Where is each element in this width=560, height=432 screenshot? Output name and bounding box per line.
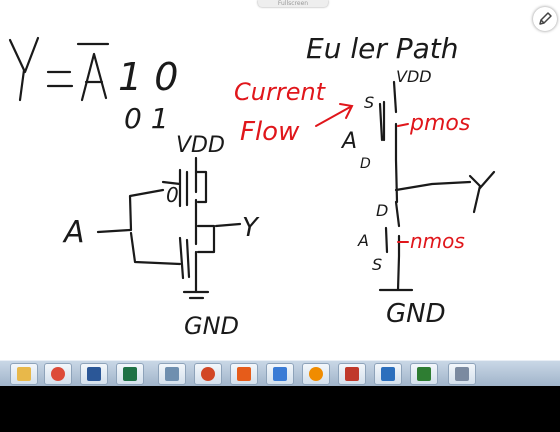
right-drain-top: D [360, 156, 371, 172]
left-input-wire [98, 230, 130, 232]
file-explorer-icon[interactable] [10, 363, 38, 385]
letterbox-bar [0, 386, 560, 432]
equation-rhs-a: A [82, 57, 114, 111]
right-drain-bottom: D [376, 201, 389, 220]
equation-col-b: 0 1 [124, 102, 169, 135]
left-output-label: Y [242, 213, 258, 243]
right-vdd-label: VDD [396, 67, 432, 86]
annotation-pmos: pmos [410, 111, 471, 136]
document-icon[interactable] [158, 363, 186, 385]
right-output-wire [396, 182, 470, 190]
taskbar [0, 360, 560, 387]
word-icon[interactable] [80, 363, 108, 385]
paint-icon[interactable] [266, 363, 294, 385]
right-pmos-gate [380, 102, 384, 140]
right-title: Eu ler Path [306, 32, 459, 65]
right-output-label: Y [480, 208, 481, 209]
remote-desktop-icon[interactable] [374, 363, 402, 385]
left-output-wire [216, 224, 240, 226]
powerpoint-icon[interactable] [194, 363, 222, 385]
excel-icon[interactable] [116, 363, 144, 385]
left-vdd-label: VDD [176, 133, 225, 158]
calculator-icon[interactable] [448, 363, 476, 385]
equation-col-a: 1 0 [118, 55, 179, 99]
current-arrow [316, 104, 352, 126]
right-source-bottom: S [372, 255, 383, 274]
media-player-icon[interactable] [302, 363, 330, 385]
usb-tool-icon[interactable] [410, 363, 438, 385]
left-gnd-label: GND [184, 312, 240, 340]
snipping-tool-icon[interactable] [338, 363, 366, 385]
right-gnd-label: GND [386, 299, 446, 329]
pmos-arrow [398, 124, 408, 126]
annotation-flow: Flow [240, 117, 300, 147]
chrome-icon[interactable] [44, 363, 72, 385]
right-y-stroke [470, 172, 494, 212]
left-transistor-stubs [196, 172, 214, 252]
fullscreen-tab[interactable]: Fullscreen [258, 0, 328, 7]
eq-equals-stroke [48, 72, 72, 86]
annotation-nmos: nmos [410, 229, 465, 253]
pdf-icon[interactable] [230, 363, 258, 385]
equation-lhs: Y [4, 56, 34, 112]
right-gate-label: A [342, 129, 358, 154]
left-nmos-gate [180, 238, 189, 278]
left-input-label: A [64, 215, 85, 250]
right-source-top: S [364, 93, 375, 112]
right-nmos-gate [386, 228, 387, 252]
right-gate-lower: A [358, 231, 369, 250]
left-mark-label: 0 [166, 183, 179, 207]
annotation-current: Current [234, 78, 326, 106]
